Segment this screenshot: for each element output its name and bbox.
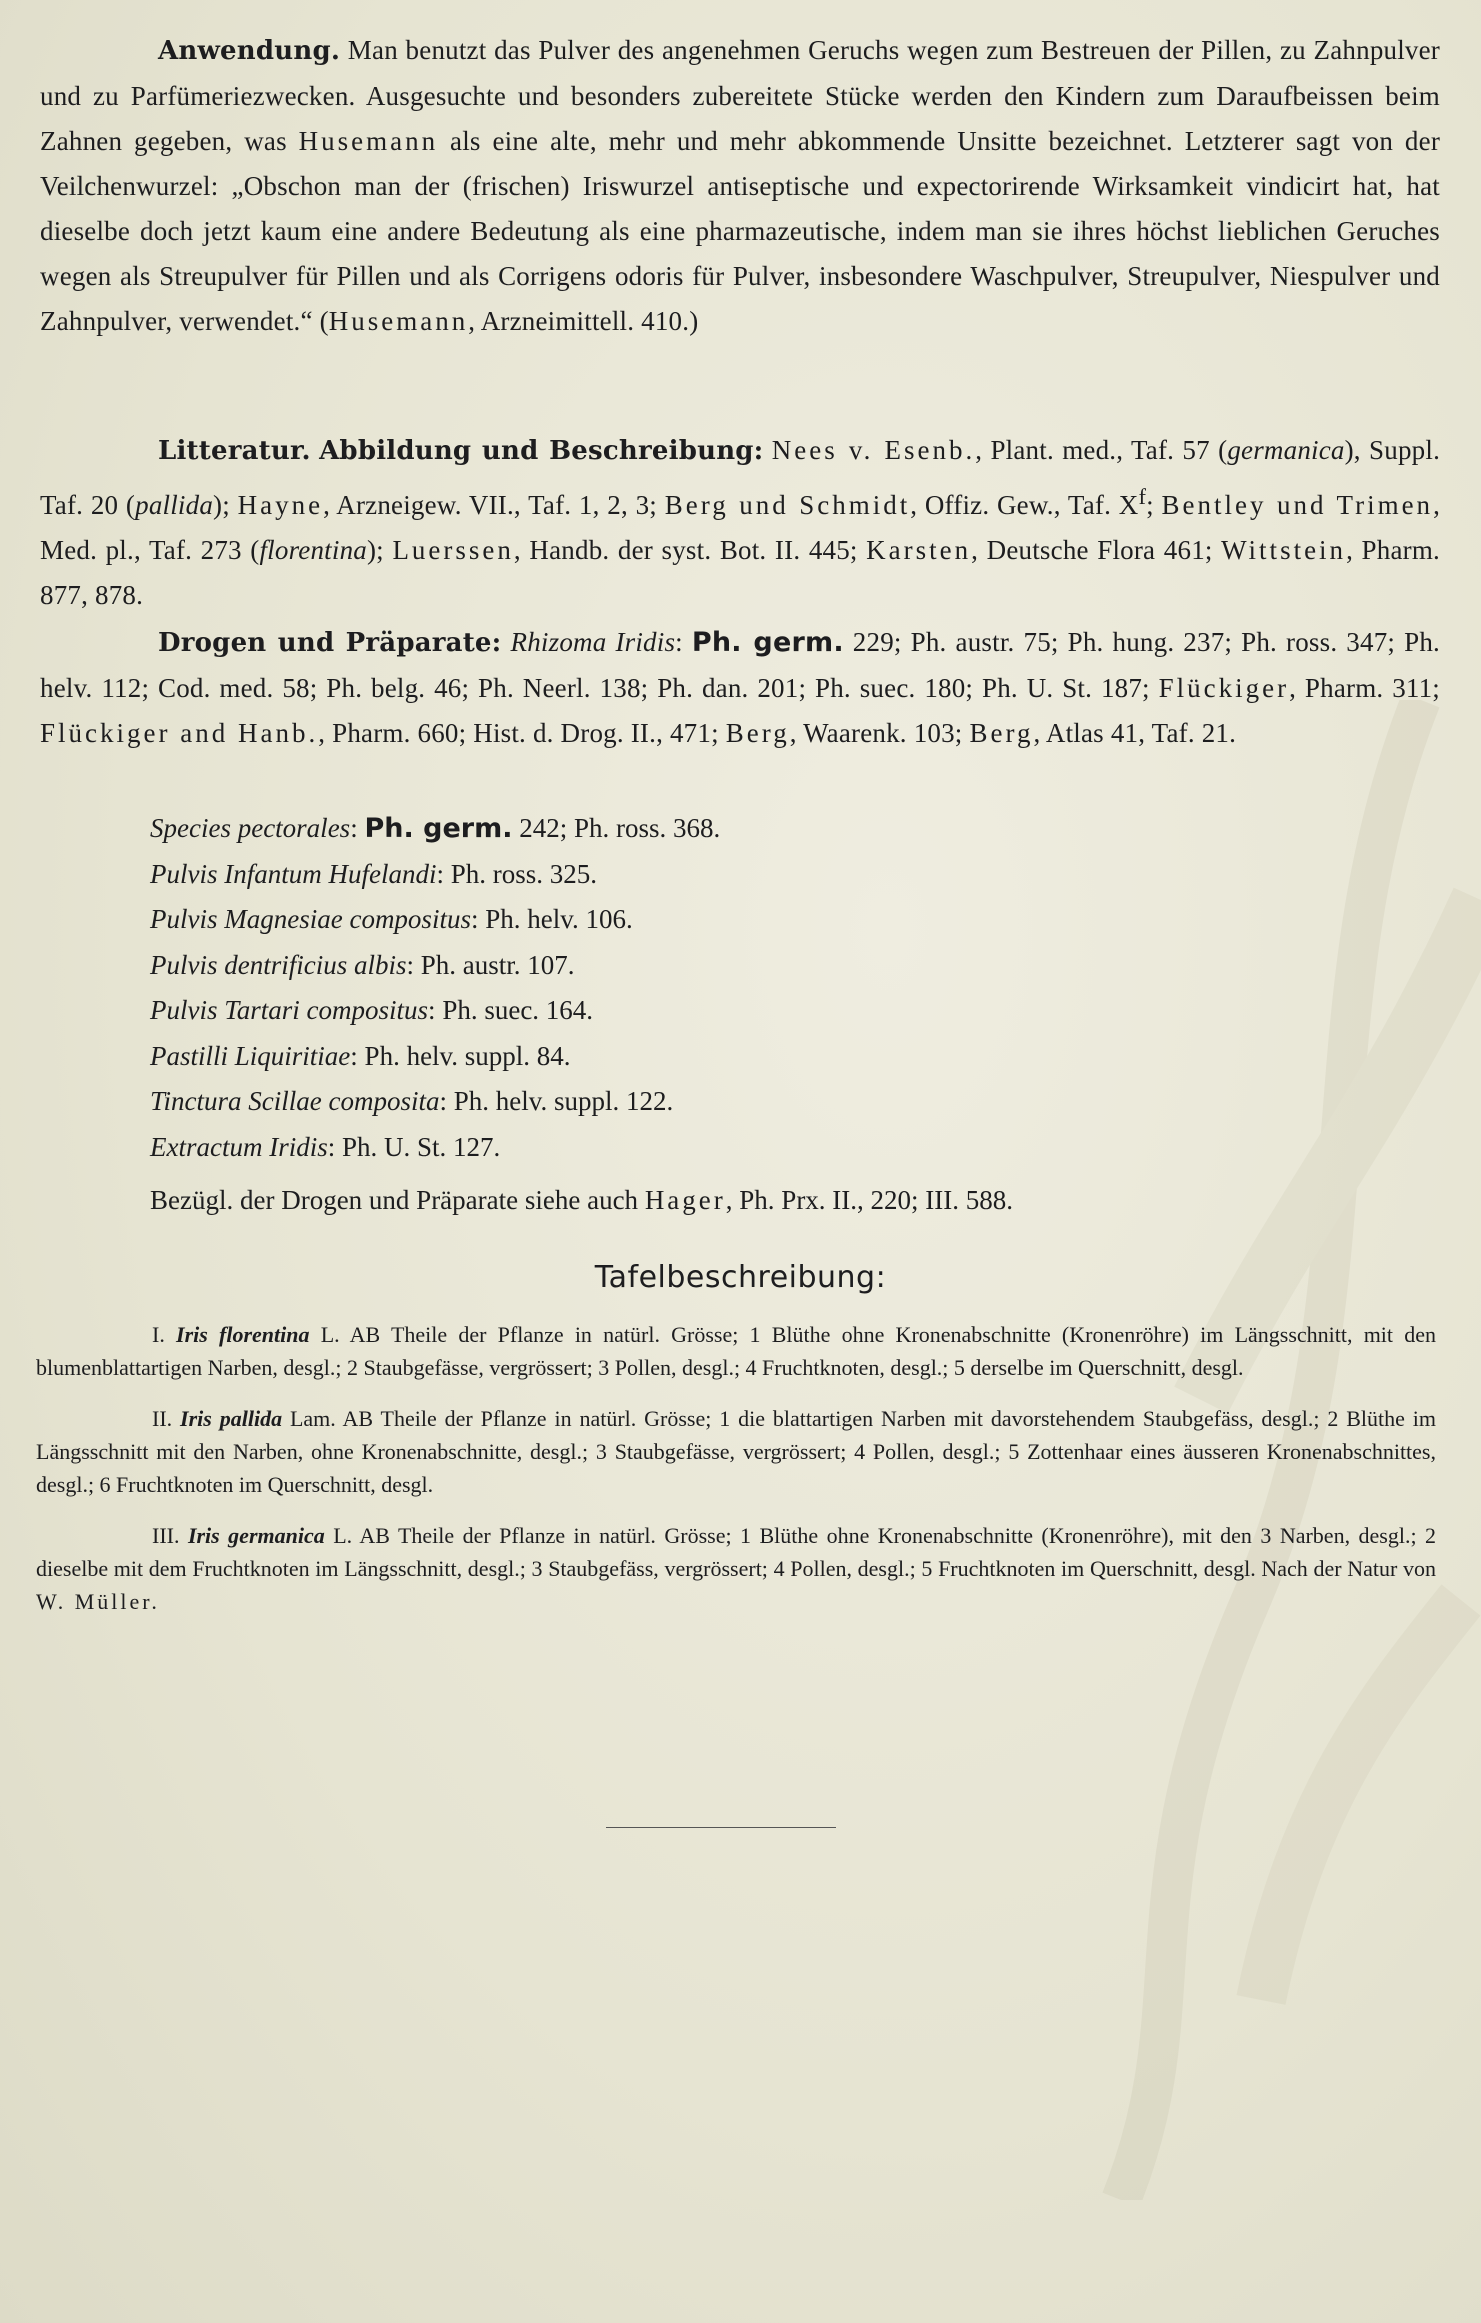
ref-berg: Berg: [969, 718, 1034, 748]
ref-bentley: Bentley und Trimen: [1161, 490, 1434, 520]
lit-text: , Arzneigew. VII., Taf. 1, 2, 3;: [323, 490, 665, 520]
plate-author: L.: [320, 1322, 340, 1347]
plate-species: Iris germanica: [187, 1523, 325, 1548]
prep-ref: Ph. helv. suppl. 84.: [364, 1040, 571, 1071]
prep-name: Pulvis dentrificius albis: [150, 949, 407, 980]
plate-number: III.: [152, 1523, 180, 1548]
anwendung-text-a: Man benutzt das Pulver des angenehmen Geruchs wegen zum Bestreuen der Pillen, zu Zahnpulver und zu Parfümeriezwecken. Ausgesuchte und besonders zubereitete Stücke werden den Kindern zum Daraufbeissen beim Zahnen gegeben, was: [40, 35, 1440, 156]
anwendung-text-b: als eine alte, mehr und mehr abkommende Unsitte bezeichnet. Letzterer sagt von der Veilchenwurzel: „Obschon man der (frischen) Iriswurzel antiseptische und expectorirende Wirksamkeit vindicirt hat, hat dieselbe doch jetzt kaum eine andere Bedeutung als eine pharmazeutische, indem man sie ihres höchst lieblichen Geruches wegen als Streupulver für Pillen und als Corrigens odoris für Pulver, insbesondere Waschpulver, Streupulver, Niespulver und Zahnpulver, verwendet.“ (: [40, 126, 1441, 336]
lit-text: ), Suppl. Taf. 20 (: [40, 435, 1441, 520]
litteratur-paragraph: [40, 428, 1440, 618]
ref-pallida: pallida: [135, 490, 214, 520]
anwendung-author: Husemann: [298, 126, 439, 156]
drogen-label: Drogen und Präparate:: [158, 628, 502, 658]
drogen-paragraph: [40, 620, 1440, 756]
plate-author: L.: [333, 1523, 353, 1548]
prep-ref: Ph. helv. suppl. 122.: [453, 1086, 674, 1116]
drogen-text: , Waarenk. 103;: [789, 718, 970, 748]
drogen-text: , Pharm. 660; Hist. d. Drog. II., 471;: [318, 718, 726, 748]
drogen-text: :: [675, 627, 692, 657]
plate-species: Iris florentina: [176, 1322, 310, 1347]
ref-superscript: f: [1138, 484, 1147, 509]
plate-number: II.: [152, 1406, 173, 1431]
prep-ref: Ph. ross. 325.: [450, 858, 598, 889]
list-item: Pulvis dentrificius albis: Ph. austr. 107.: [150, 949, 575, 980]
ref-florentina: florentina: [259, 535, 367, 565]
ref-wittstein: Wittstein: [1221, 535, 1347, 565]
ref-flueckiger: Flückiger: [1158, 673, 1290, 703]
bezuegl-line: [150, 1178, 1400, 1224]
ref-hager: Hager: [644, 1185, 726, 1215]
plate-number: I.: [152, 1322, 165, 1347]
lit-text: , Handb. der syst. Bot. II. 445;: [513, 535, 867, 565]
anwendung-ref-author: Husemann: [328, 306, 469, 336]
plate-item: [36, 1519, 1436, 1618]
lit-text: , Offiz. Gew., Taf. X: [910, 490, 1139, 520]
prep-name: Species pectorales: [150, 813, 351, 843]
drogen-text: 229; Ph. austr. 75; Ph. hung. 237; Ph. ross. 347; Ph. helv. 112; Cod. med. 58; Ph. belg. 46; Ph. Neerl. 138; Ph. dan. 201; Ph. suec. 180; Ph. U. St. 187;: [40, 627, 1441, 703]
plate-species: Iris pallida: [180, 1406, 283, 1431]
plate-descriptions: [36, 1318, 1436, 1636]
ref-germanica: germanica: [1227, 435, 1345, 465]
tafelbeschreibung-heading: Tafelbeschreibung:: [594, 1260, 887, 1295]
plate-author: Lam.: [289, 1406, 336, 1431]
drogen-text: , Pharm. 311;: [1289, 673, 1441, 703]
ref-karsten: Karsten: [866, 535, 972, 565]
ph-germ-bold: Ph. germ.: [691, 627, 844, 658]
plate-text: AB Theile der Pflanze in natürl. Grösse; 1 Blüthe ohne Kronenabschnitte (Kronenröhre), mit den 3 Narben, desgl.; 2 dieselbe mit dem Fruchtknoten im Längsschnitt, desgl.; 3 Staubgefäss, vergrössert; 4 Pollen, desgl.; 5 Fruchtknoten im Querschnitt, desgl. Nach der Natur von: [36, 1523, 1436, 1581]
lit-text: ;: [1146, 490, 1162, 520]
plate-artist: W. Müller.: [36, 1589, 160, 1614]
ref-nees: Nees v. Esenb.: [771, 435, 976, 465]
lit-text: );: [213, 490, 238, 520]
list-item: Pulvis Magnesiae compositus: Ph. helv. 106.: [150, 904, 633, 934]
list-item: Extractum Iridis: Ph. U. St. 127.: [150, 1131, 501, 1162]
prep-name: Tinctura Scillae composita: [150, 1086, 440, 1116]
ref-berg: Berg: [725, 718, 790, 748]
prep-name: Pulvis Infantum Hufelandi: [150, 858, 437, 889]
litteratur-sublabel: Abbildung und Beschreibung:: [319, 436, 764, 466]
list-item: Pulvis Tartari compositus: Ph. suec. 164.: [150, 995, 594, 1025]
prep-name: Pulvis Tartari compositus: [150, 995, 429, 1025]
rhizoma-iridis: Rhizoma Iridis: [510, 627, 676, 657]
plate-text: AB Theile der Pflanze in natürl. Grösse; 1 Blüthe ohne Kronenabschnitte (Kronenröhre) im Längsschnitt, mit den blumenblattartigen Narben, desgl.; 2 Staubgefässe, vergrössert; 3 Pollen, desgl.; 4 Fruchtknoten, desgl.; 5 derselbe im Querschnitt, desgl.: [36, 1322, 1436, 1380]
list-item: Tinctura Scillae composita: Ph. helv. suppl. 122.: [150, 1086, 674, 1116]
ref-berg-schmidt: Berg und Schmidt: [664, 490, 911, 520]
lit-text: );: [366, 535, 393, 565]
preparations-list: [150, 806, 1400, 1170]
lit-text: , Deutsche Flora 461;: [971, 535, 1222, 565]
anwendung-ref-tail: , Arzneimittell. 410.): [468, 306, 699, 336]
list-item: Pulvis Infantum Hufelandi: Ph. ross. 325.: [150, 858, 598, 889]
anwendung-paragraph: [40, 28, 1440, 344]
prep-ph-bold: Ph. germ.: [364, 813, 513, 844]
list-item: Pastilli Liquiritiae: Ph. helv. suppl. 84.: [150, 1040, 571, 1071]
prep-ref: Ph. austr. 107.: [420, 949, 575, 980]
litteratur-label: Litteratur.: [158, 436, 311, 466]
prep-ref: 242; Ph. ross. 368.: [512, 813, 721, 843]
plate-text: AB Theile der Pflanze in natürl. Grösse; 1 die blattartigen Narben mit davorstehendem Staubgefäss, desgl.; 2 Blüthe im Längsschnitt mit den Narben, ohne Kronenabschnitte, desgl.; 3 Staubgefässe, vergrössert; 4 Pollen, desgl.; 5 Zottenhaar eines äusseren Kronenabschnittes, desgl.; 6 Fruchtknoten im Querschnitt, desgl.: [36, 1406, 1436, 1497]
lit-text: , Pharm. 877, 878.: [40, 535, 1441, 610]
plate-item: [36, 1402, 1436, 1501]
list-item: Species pectorales: Ph. germ. 242; Ph. ross. 368.: [150, 813, 721, 844]
lit-text: , Med. pl., Taf. 273 (: [40, 490, 1441, 565]
drogen-text: , Atlas 41, Taf. 21.: [1033, 718, 1237, 748]
bezuegl-text: , Ph. Prx. II., 220; III. 588.: [725, 1185, 1014, 1215]
prep-name: Pulvis Magnesiae compositus: [150, 904, 471, 934]
lit-text: , Plant. med., Taf. 57 (: [975, 435, 1228, 465]
ref-hayne: Hayne: [237, 490, 324, 520]
prep-ref: Ph. helv. 106.: [485, 904, 633, 934]
closing-rule: [606, 1827, 836, 1828]
bezuegl-text: Bezügl. der Drogen und Präparate siehe auch: [150, 1185, 645, 1215]
anwendung-label: Anwendung.: [158, 36, 341, 66]
prep-name: Pastilli Liquiritiae: [150, 1040, 351, 1071]
ref-flueckiger-hanb: Flückiger and Hanb.: [40, 718, 319, 748]
ref-luerssen: Luerssen: [392, 535, 514, 565]
plate-item: [36, 1318, 1436, 1384]
prep-name: Extractum Iridis: [150, 1131, 328, 1162]
prep-ref: Ph. U. St. 127.: [342, 1131, 501, 1162]
prep-ref: Ph. suec. 164.: [442, 995, 594, 1025]
